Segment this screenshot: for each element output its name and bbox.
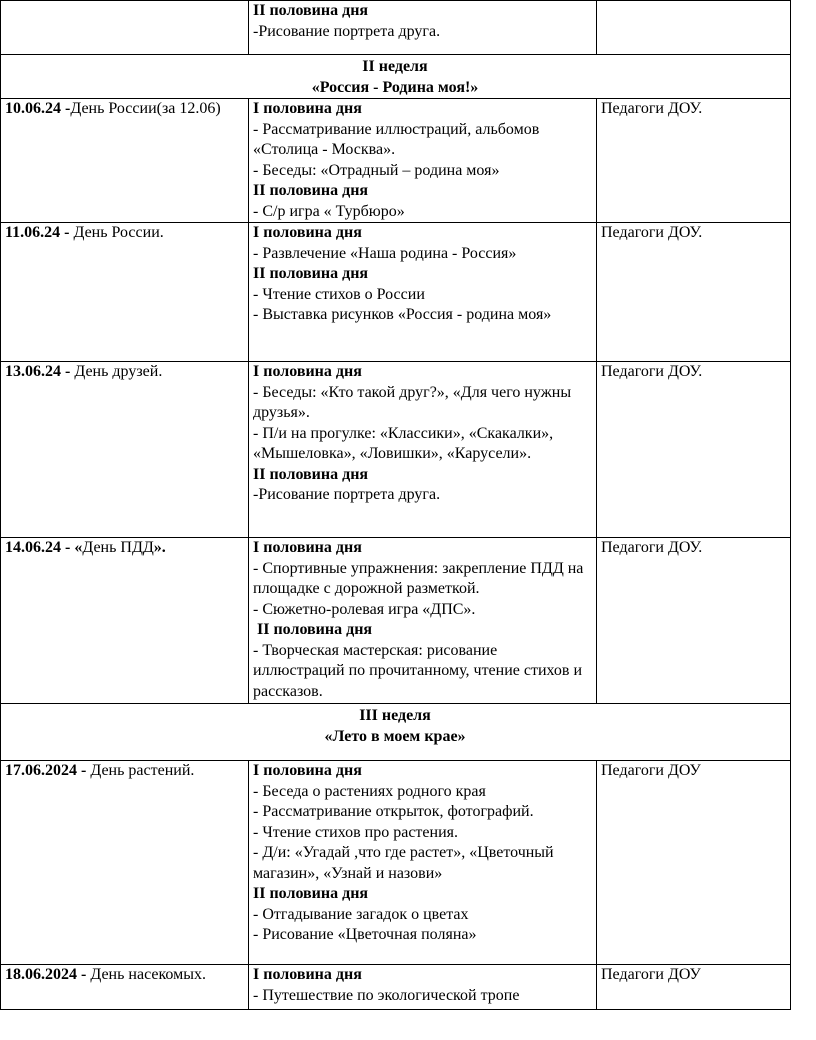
day-date: 11.06.24 - <box>5 224 70 241</box>
part2-heading: II половина дня <box>253 2 369 19</box>
date-cell <box>1 761 249 965</box>
activity-item: - Рисование «Цветочная поляна» <box>253 926 477 943</box>
day-date: 13.06.24 - <box>5 363 71 380</box>
week-header-row <box>1 704 791 761</box>
day-name: День друзей. <box>70 363 163 380</box>
responsible-cell: Педагоги ДОУ. <box>597 223 791 362</box>
activity-item: - Выставка рисунков «Россия - родина моя» <box>253 306 552 323</box>
part2-heading: II половина дня <box>253 885 369 902</box>
activity-item: - Путешествие по экологической тропе <box>253 986 520 1004</box>
part2-heading: II половина дня <box>253 265 369 282</box>
activity-item: - Творческая мастерская: рисование иллюстраций по прочитанному, чтение стихов и рассказов. <box>253 641 583 700</box>
day-date: 18.06.2024 - <box>5 966 87 983</box>
part2-heading: II половина дня <box>253 182 369 199</box>
day-date: 14.06.24 - <box>5 539 71 556</box>
activities-cell <box>249 362 597 538</box>
activity-item: - Беседа о растениях родного края <box>253 782 486 800</box>
week-header <box>1 55 791 99</box>
day-name-quote-open: « <box>70 539 83 556</box>
activity-item: - Чтение стихов про растения. <box>253 823 458 841</box>
activities-cell <box>249 761 597 965</box>
responsible-cell: Педагоги ДОУ. <box>597 362 791 538</box>
activity-item: - Беседы: «Отрадный – родина моя» <box>253 161 500 179</box>
activity-item: -Рисование портрета друга. <box>253 22 441 40</box>
part2-heading: II половина дня <box>253 465 369 483</box>
activity-item: - Беседы: «Кто такой друг?», «Для чего нужны друзья». <box>253 383 572 421</box>
activity-item: - Отгадывание загадок о цветах <box>253 905 469 923</box>
activity-item: - П/и на прогулке: «Классики», «Скакалки», «Мышеловка», «Ловишки», «Карусели». <box>253 424 554 462</box>
week-subtitle: «Россия - Родина моя!» <box>311 78 479 96</box>
part1-heading: I половина дня <box>253 966 362 983</box>
date-cell <box>1 223 249 362</box>
activity-item: - Д/и: «Угадай ,что где растет», «Цветочный магазин», «Узнай и назови» <box>253 844 554 882</box>
day-name: День ПДД <box>82 539 154 556</box>
activities-cell <box>249 1 597 55</box>
activity-item: - Чтение стихов о России <box>253 285 425 303</box>
table-row <box>1 965 791 1010</box>
week-title: II неделя <box>362 58 428 75</box>
activity-item: - Развлечение «Наша родина - Россия» <box>253 244 517 262</box>
activities-cell <box>249 223 597 362</box>
activity-item: - Рассматривание иллюстраций, альбомов «Столица - Москва». <box>253 120 540 158</box>
week-header <box>1 704 791 761</box>
week-title: III неделя <box>359 707 431 724</box>
date-cell <box>1 538 249 704</box>
part1-heading: I половина дня <box>253 224 362 241</box>
day-date: 10.06.24 - <box>5 100 71 117</box>
day-name: День насекомых. <box>86 966 206 983</box>
activity-item: - Спортивные упражнения: закрепление ПДД на площадке с дорожной разметкой. <box>253 559 584 597</box>
responsible-cell: Педагоги ДОУ. <box>597 538 791 704</box>
date-cell <box>1 99 249 223</box>
activities-cell <box>249 538 597 704</box>
date-cell <box>1 1 249 55</box>
activities-cell <box>249 965 597 1010</box>
responsible-cell: Педагоги ДОУ <box>597 965 791 1010</box>
activity-item: -Рисование портрета друга. <box>253 486 441 503</box>
week-header-row <box>1 55 791 99</box>
table-row <box>1 1 791 55</box>
activity-item: - Сюжетно-ролевая игра «ДПС». <box>253 600 476 618</box>
table-row <box>1 538 791 704</box>
part1-heading: I половина дня <box>253 100 362 117</box>
day-name: День России(за 12.06) <box>70 100 221 117</box>
part1-heading: I половина дня <box>253 762 362 779</box>
day-date: 17.06.2024 - <box>5 762 87 779</box>
part1-heading: I половина дня <box>253 539 362 556</box>
day-name: День России. <box>69 224 164 241</box>
responsible-cell <box>597 1 791 55</box>
date-cell <box>1 362 249 538</box>
responsible-cell: Педагоги ДОУ <box>597 761 791 965</box>
table-row <box>1 99 791 223</box>
responsible-cell: Педагоги ДОУ. <box>597 99 791 223</box>
day-name-quote-close: ». <box>153 539 166 556</box>
table-row <box>1 362 791 538</box>
part1-heading: I половина дня <box>253 363 362 380</box>
activity-item: - С/р игра « Турбюро» <box>253 202 405 220</box>
part2-heading: II половина дня <box>257 621 373 638</box>
activity-item: - Рассматривание открыток, фотографий. <box>253 803 534 820</box>
table-row <box>1 761 791 965</box>
day-name: День растений. <box>86 762 195 779</box>
week-subtitle: «Лето в моем крае» <box>324 727 466 745</box>
table-row <box>1 223 791 362</box>
activities-cell <box>249 99 597 223</box>
date-cell <box>1 965 249 1010</box>
